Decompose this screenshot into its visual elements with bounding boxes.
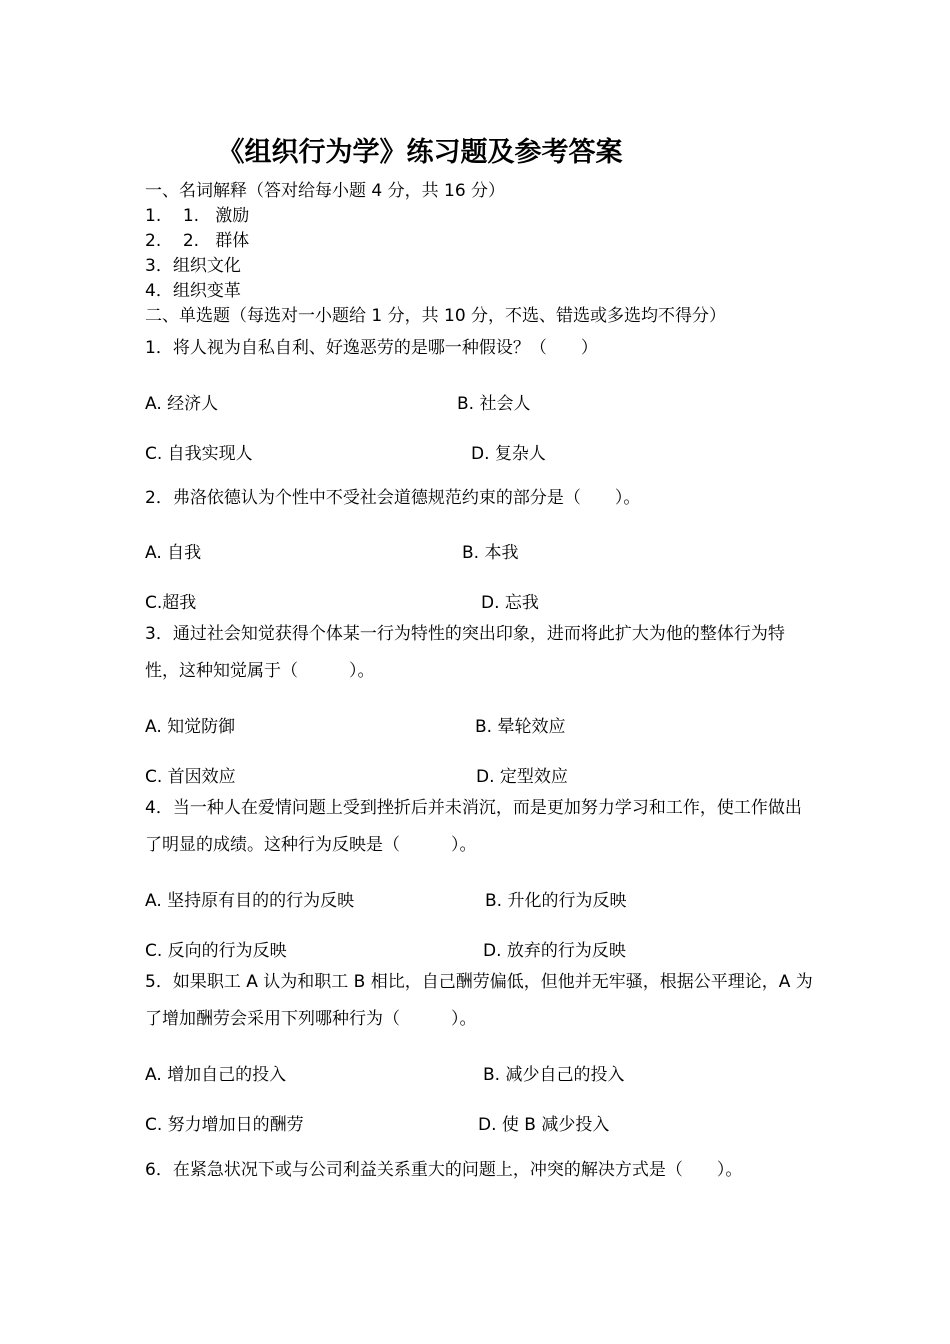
q1-option-b: B. 社会人 [457,394,531,414]
q5-option-a: A. 增加自己的投入 [145,1065,287,1085]
question-3: 3．通过社会知觉获得个体某一行为特性的突出印象，进而将此扩大为他的整体行为特性，这种知觉属于（ ）。 [145,624,785,681]
q2-option-d: D. 忘我 [481,593,539,613]
q2-option-c: C.超我 [145,593,197,613]
question-5: 5．如果职工 A 认为和职工 B 相比，自己酬劳偏低，但他并无牢骚，根据公平理论，A 为了增加酬劳会采用下列哪种行为（ ）。 [145,972,813,1029]
q4-option-c: C. 反向的行为反映 [145,941,287,961]
question-1: 1．将人视为自私自利、好逸恶劳的是哪一种假设？（ ） [145,338,598,358]
q4-option-d: D. 放弃的行为反映 [483,941,626,961]
q1-option-d: D. 复杂人 [471,444,546,464]
q3-option-d: D. 定型效应 [476,767,568,787]
q5-option-c: C. 努力增加日的酬劳 [145,1115,304,1135]
question-4: 4．当一种人在爱情问题上受到挫折后并未消沉，而是更加努力学习和工作，使工作做出了明显的成绩。这种行为反映是（ ）。 [145,798,802,855]
q5-option-d: D. 使 B 减少投入 [478,1115,610,1135]
q5-option-b: B. 减少自己的投入 [483,1065,625,1085]
q2-option-b: B. 本我 [462,543,519,563]
q3-option-b: B. 晕轮效应 [475,717,566,737]
term-item: 1. 1. 激励 [145,206,250,226]
q1-option-a: A. 经济人 [145,394,219,414]
q4-option-b: B. 升化的行为反映 [485,891,627,911]
q3-option-a: A. 知觉防御 [145,717,236,737]
q3-option-c: C. 首因效应 [145,767,236,787]
question-6: 6．在紧急状况下或与公司利益关系重大的问题上，冲突的解决方式是（ ）。 [145,1160,743,1180]
q2-option-a: A. 自我 [145,543,202,563]
term-item: 4．组织变革 [145,281,241,301]
section1-header: 一、名词解释（答对给每小题 4 分，共 16 分） [145,181,506,201]
section2-header: 二、单选题（每选对一小题给 1 分，共 10 分，不选、错选或多选均不得分） [145,306,727,326]
term-item: 3．组织文化 [145,256,241,276]
q4-option-a: A. 坚持原有目的的行为反映 [145,891,355,911]
document-title: 《组织行为学》练习题及参考答案 [217,137,623,168]
term-item: 2. 2. 群体 [145,231,250,251]
q1-option-c: C. 自我实现人 [145,444,253,464]
question-2: 2．弗洛依德认为个性中不受社会道德规范约束的部分是（ ）。 [145,488,641,508]
